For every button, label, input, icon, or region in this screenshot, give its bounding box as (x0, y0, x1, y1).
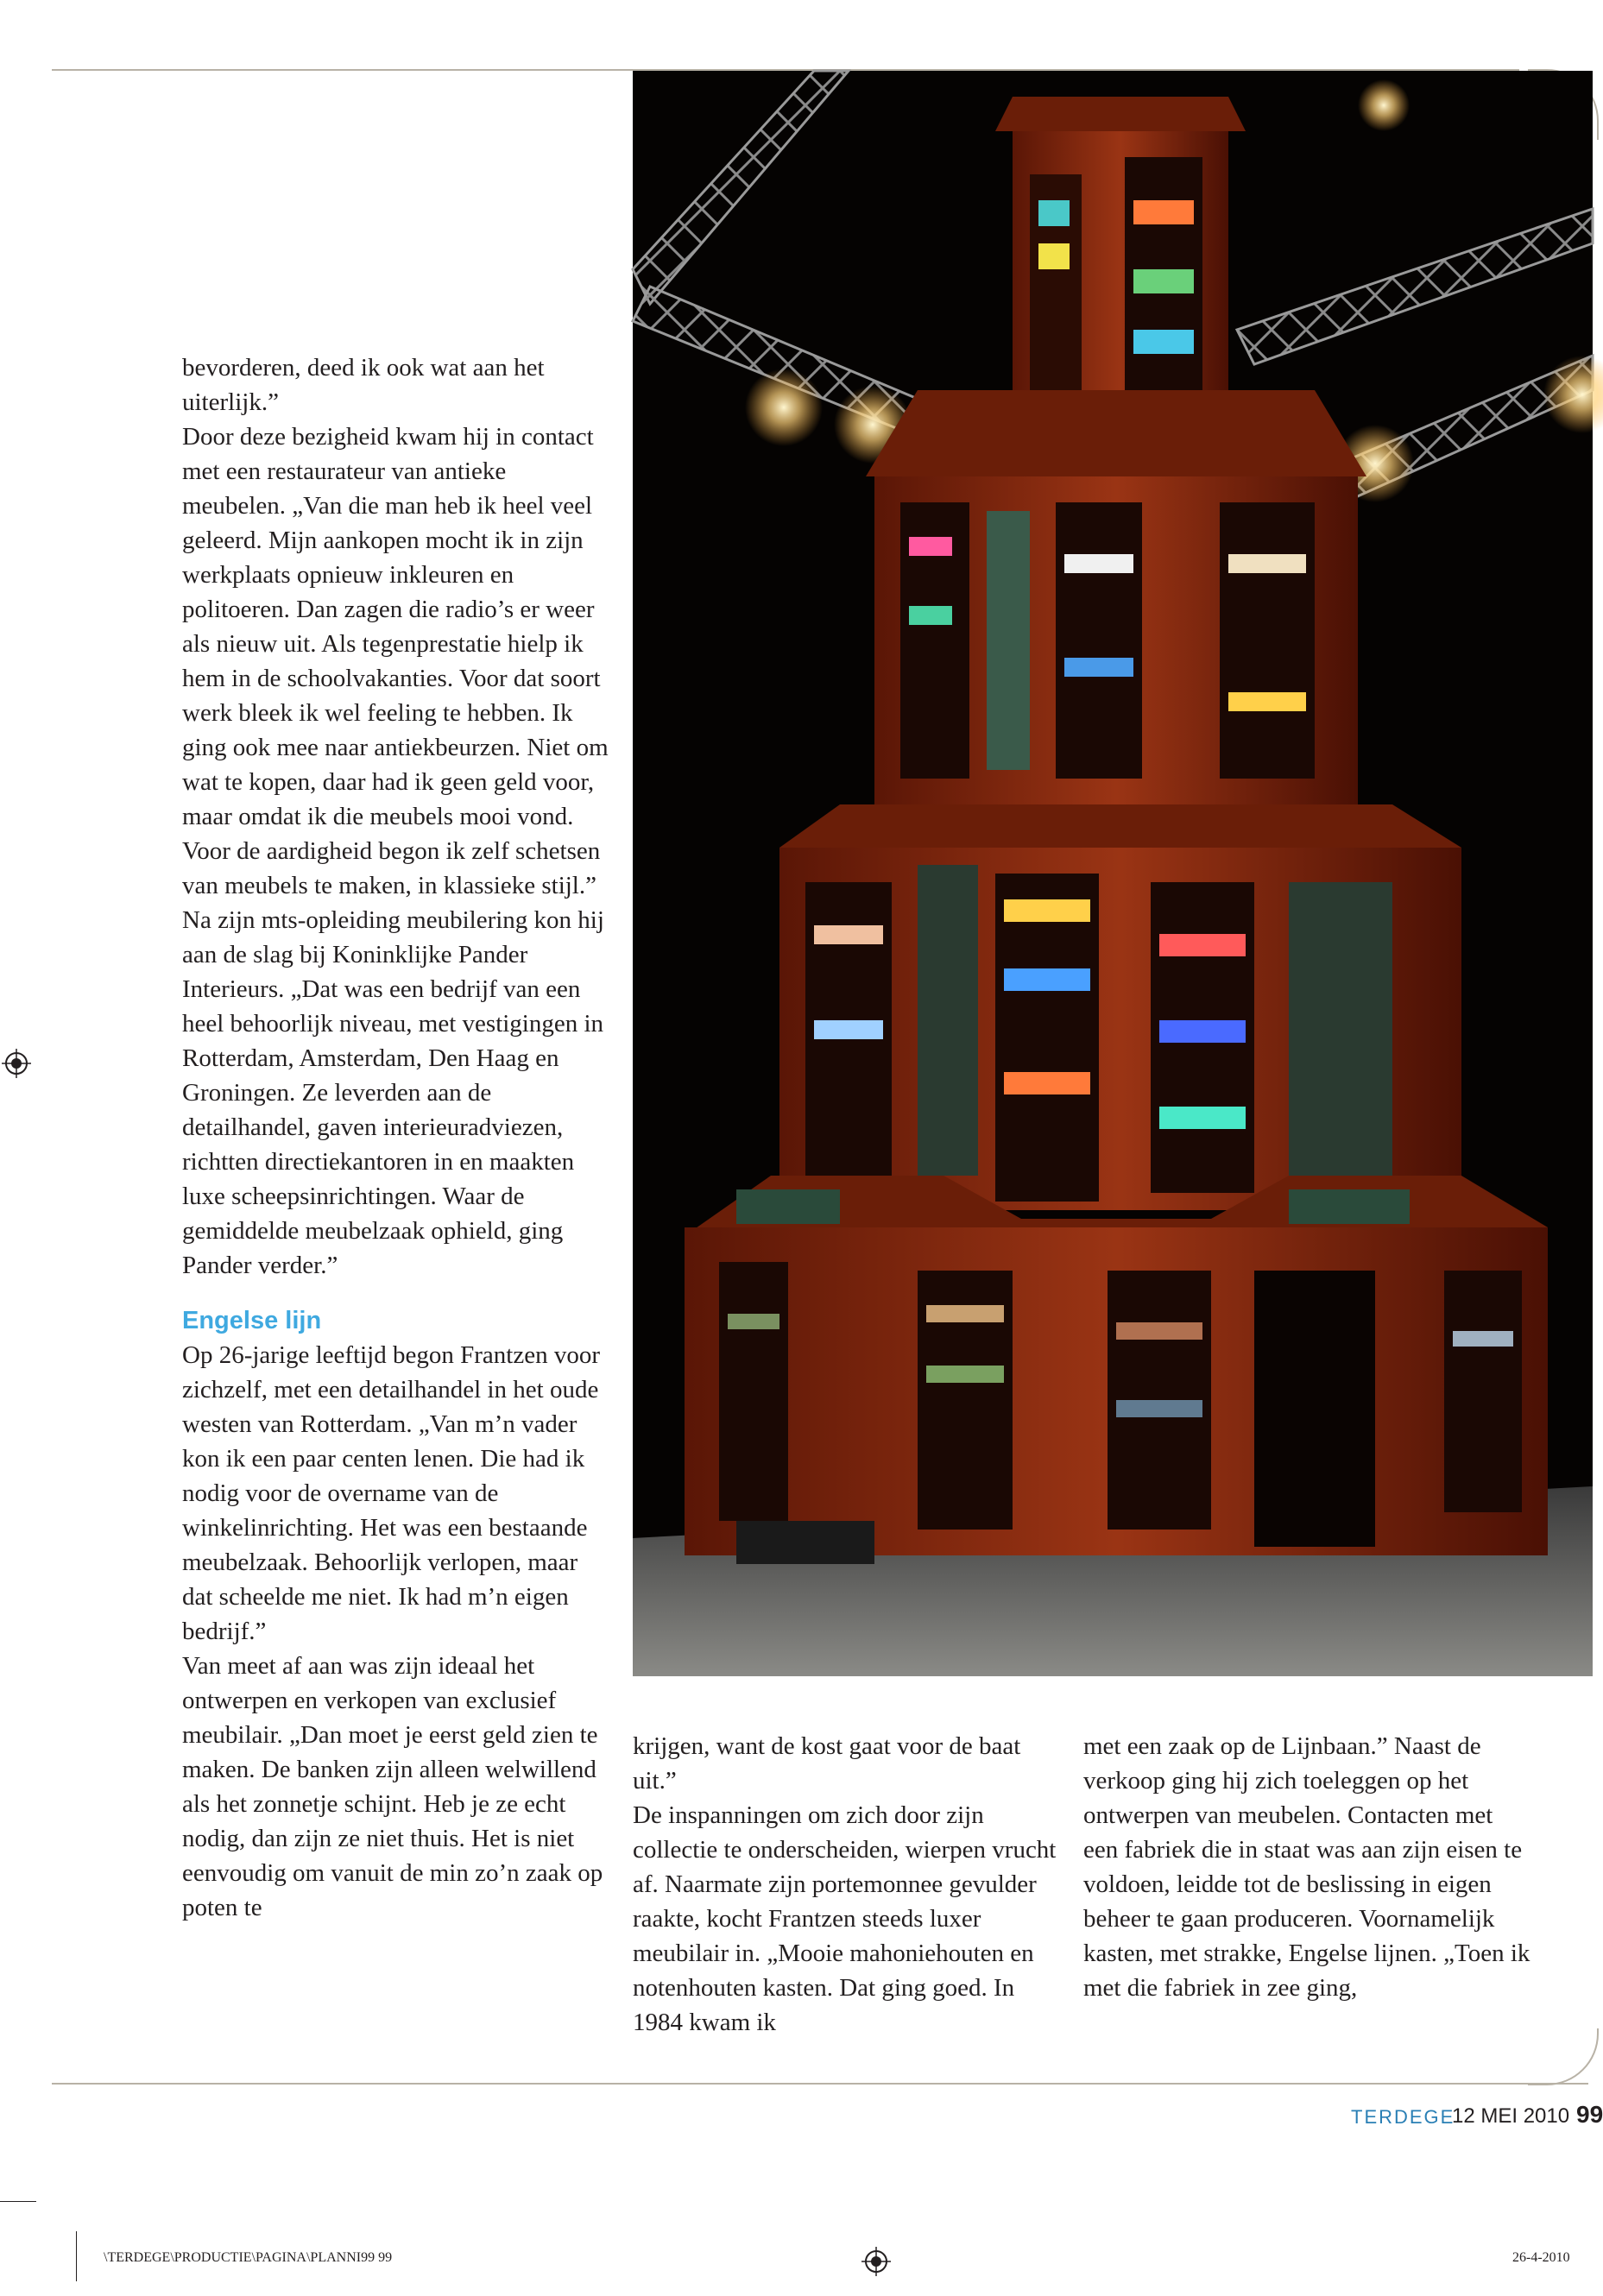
paragraph: Na zijn mts-opleiding meubilering kon hij aan de slag bij Koninklijke Pander Interieurs. „Dat was een bedrijf van een heel behoorlijk niveau, met vestigingen in Rotterdam, Amsterdam, Den Haag en Groningen. Ze leverden aan de detailhandel, gaven interieuradviezen, richtten directiekantoren in en maakten luxe scheepsinrichtingen. Waar de gemiddelde meubelzaak ophield, ging Pander verder.” (182, 906, 604, 1279)
column-2 (633, 1729, 1064, 2040)
slug-date: 26-4-2010 (1512, 2250, 1570, 2265)
paragraph: bevorderen, deed ik ook wat aan het uiterlijk.” (182, 354, 545, 416)
column-1 (182, 350, 614, 1925)
registration-mark-icon (2, 1049, 31, 1078)
sign-left (736, 1189, 840, 1224)
crop-mark (0, 2201, 36, 2202)
paragraph: De inspanningen om zich door zijn collectie te onderscheiden, wierpen vrucht af. Naarmate zijn portemonnee gevulder raakte, kocht Frantzen steeds luxer meubilair in. „Mooie mahoniehouten en notenhouten kasten. Dat ging goed. In 1984 kwam ik (633, 1801, 1057, 2036)
paragraph: krijgen, want de kost gaat voor de baat uit.” (633, 1732, 1021, 1795)
page-number: 99 (1576, 2101, 1603, 2128)
bookcase-tower-illustration (633, 71, 1593, 1676)
magazine-name: TERDEGE (1351, 2106, 1455, 2128)
sign-right (1289, 1189, 1410, 1224)
paragraph: Door deze bezigheid kwam hij in contact met een restaurateur van antieke meubelen. „Van die man heb ik heel veel geleerd. Mijn aankopen mocht ik in zijn werkplaats opnieuw inkleuren en politoeren. Dan zagen die radio’s er weer als nieuw uit. Als tegenprestatie hielp ik hem in de schoolvakanties. Voor dat soort werk bleek ik wel feeling te hebben. Ik ging ook mee naar antiekbeurzen. Niet om wat te kopen, daar had ik geen geld voor, maar omdat ik die meubels mooi vond. Voor de aardigheid begon ik zelf schetsen van meubels te maken, in klassieke stijl.” (182, 423, 609, 899)
bottom-rule (52, 2083, 1588, 2085)
slug-file-path: \TERDEGE\PRODUCTIE\PAGINA\PLANNI99 99 (104, 2250, 393, 2265)
subheading: Engelse lijn (182, 1307, 322, 1334)
paragraph: Op 26-jarige leeftijd begon Frantzen voor zichzelf, met een detailhandel in het oude westen van Rotterdam. „Van m’n vader kon ik een paar centen lenen. Die had ik nodig voor de overname van de winkelinrichting. Het was een bestaande meubelzaak. Behoorlijk verlopen, maar dat scheelde me niet. Ik had m’n eigen bedrijf.” (182, 1341, 600, 1645)
paragraph: Van meet af aan was zijn ideaal het ontwerpen en verkopen van exclusief meubilair. „Dan moet je eerst geld zien te maken. De banken zijn alleen welwillend als het zonnetje schijnt. Heb je ze echt nodig, dan zijn ze niet thuis. Het is niet eenvoudig om vanuit de min zo’n zaak op poten te (182, 1652, 603, 1921)
bottom-corner-curve (1528, 2028, 1599, 2085)
issue-date: 12 MEI 2010 (1452, 2104, 1570, 2128)
registration-mark-icon (861, 2247, 891, 2276)
column-3 (1083, 1729, 1532, 2005)
paragraph: met een zaak op de Lijnbaan.” Naast de verkoop ging hij zich toeleggen op het ontwerpen van meubelen. Contacten met een fabriek die in staat was aan zijn eisen te voldoen, leidde tot de beslissing in eigen beheer te gaan produceren. Voornamelijk kasten, met strakke, Engelse lijnen. „Toen ik met die fabriek in zee ging, (1083, 1732, 1530, 2002)
bookcase-tower-photo (633, 71, 1593, 1676)
crop-mark (76, 2231, 77, 2281)
